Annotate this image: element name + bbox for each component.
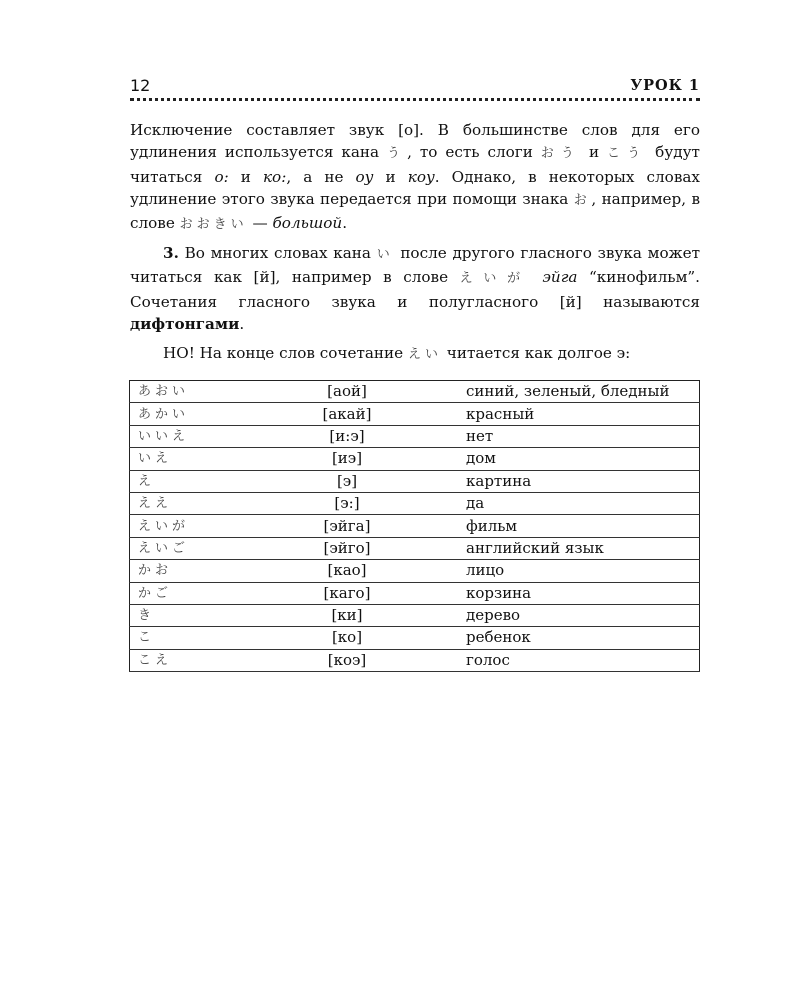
text-segment: . Однако, в некоторых словах удлинение этого звука передается при помощи знака	[130, 167, 700, 208]
kana-cell: き	[130, 604, 259, 626]
text-segment: НО! На конце слов сочетание	[163, 344, 408, 362]
transliteration-cell: [э:]	[258, 492, 436, 514]
meaning-cell: фильм	[436, 515, 700, 537]
meaning-cell: корзина	[436, 582, 700, 604]
table-row	[130, 649, 700, 671]
transliteration-cell: [ко]	[258, 627, 436, 649]
transliteration-cell: [аой]	[258, 381, 436, 403]
kana-cell: あかい	[130, 403, 259, 425]
meaning-cell: голос	[436, 649, 700, 671]
bold-text: 3.	[163, 244, 179, 262]
kana-text: えい	[407, 347, 442, 362]
table-row	[130, 604, 700, 626]
kana-cell: ええ	[130, 492, 259, 514]
kana-text: おう	[540, 146, 582, 162]
italic-text: эйга	[542, 268, 578, 287]
kana-cell: あおい	[130, 381, 259, 403]
table-row	[130, 448, 700, 470]
italic-text: ко:	[262, 167, 287, 186]
table-row	[130, 582, 700, 604]
transliteration-cell: [ки]	[258, 604, 436, 626]
table-row	[130, 515, 700, 537]
meaning-cell: картина	[436, 470, 700, 492]
transliteration-cell: [эйга]	[258, 515, 436, 537]
kana-text: う	[387, 146, 408, 162]
text-segment	[531, 268, 543, 286]
text-segment: “кинофильм”. Сочетания гласного звука и полугласного [й] называются	[130, 268, 700, 311]
meaning-cell: синий, зеленый, бледный	[436, 381, 700, 403]
vocabulary-table	[129, 380, 700, 672]
kana-cell: かご	[130, 582, 259, 604]
table-row	[130, 470, 700, 492]
meaning-cell: дом	[436, 448, 700, 470]
lesson-title: УРОК 1	[630, 77, 700, 94]
text-segment: после другого гласного звука может читаться как [й], например в слове	[130, 244, 700, 287]
text-segment: читается как долгое э:	[441, 344, 631, 362]
meaning-cell: ребенок	[436, 627, 700, 649]
table-row	[130, 537, 700, 559]
transliteration-cell: [эйго]	[258, 537, 436, 559]
text-segment: и	[373, 167, 408, 186]
table-row	[130, 492, 700, 514]
text-segment: и	[581, 143, 608, 162]
paragraph-vowel-o	[130, 119, 700, 236]
kana-cell: かお	[130, 560, 259, 582]
kana-cell: え	[130, 470, 259, 492]
table-row	[130, 425, 700, 447]
table-row	[130, 627, 700, 649]
italic-text: оу	[355, 167, 374, 186]
text-segment: , а не	[286, 167, 356, 186]
transliteration-cell: [каго]	[258, 582, 436, 604]
kana-cell: こ	[130, 627, 259, 649]
kana-text: こう	[607, 146, 648, 162]
transliteration-cell: [коэ]	[258, 649, 436, 671]
text-segment: .	[342, 214, 348, 233]
kana-cell: えいが	[130, 515, 259, 537]
bold-text: дифтонгами	[130, 314, 240, 333]
transliteration-cell: [као]	[258, 560, 436, 582]
meaning-cell: лицо	[436, 560, 700, 582]
kana-text: えいが	[459, 271, 531, 287]
paragraph-long-e	[130, 342, 700, 366]
page-header	[130, 76, 700, 101]
meaning-cell: красный	[436, 403, 700, 425]
transliteration-cell: [э]	[258, 470, 436, 492]
text-segment: будут читаться	[130, 143, 700, 186]
table-row	[130, 381, 700, 403]
text-segment: —	[247, 214, 273, 233]
kana-cell: いいえ	[130, 425, 259, 447]
italic-text: большой	[272, 214, 343, 233]
table-row	[130, 560, 700, 582]
text-segment: Исключение составляет звук [о]. В большинстве слов для его удлинения используется кана	[130, 121, 700, 162]
text-segment: Во многих словах кана	[178, 244, 377, 262]
kana-text: おおきい	[179, 217, 248, 233]
kana-cell: えいご	[130, 537, 259, 559]
transliteration-cell: [акай]	[258, 403, 436, 425]
transliteration-cell: [иэ]	[258, 448, 436, 470]
text-segment: , например, в слове	[130, 189, 701, 233]
kana-text: お	[573, 192, 592, 208]
meaning-cell: дерево	[436, 604, 700, 626]
page-number: 12	[130, 76, 151, 95]
paragraph-diphthongs	[130, 242, 700, 335]
meaning-cell: да	[436, 492, 700, 514]
table-row	[130, 403, 700, 425]
transliteration-cell: [и:э]	[258, 425, 436, 447]
text-segment: , то есть слоги	[407, 143, 541, 162]
kana-cell: こえ	[130, 649, 259, 671]
kana-text: い	[376, 247, 395, 262]
italic-text: коу	[407, 167, 435, 186]
text-segment: и	[228, 167, 263, 186]
kana-cell: いえ	[130, 448, 259, 470]
italic-text: о:	[214, 167, 229, 186]
text-segment: .	[239, 314, 245, 333]
meaning-cell: нет	[436, 425, 700, 447]
meaning-cell: английский язык	[436, 537, 700, 559]
